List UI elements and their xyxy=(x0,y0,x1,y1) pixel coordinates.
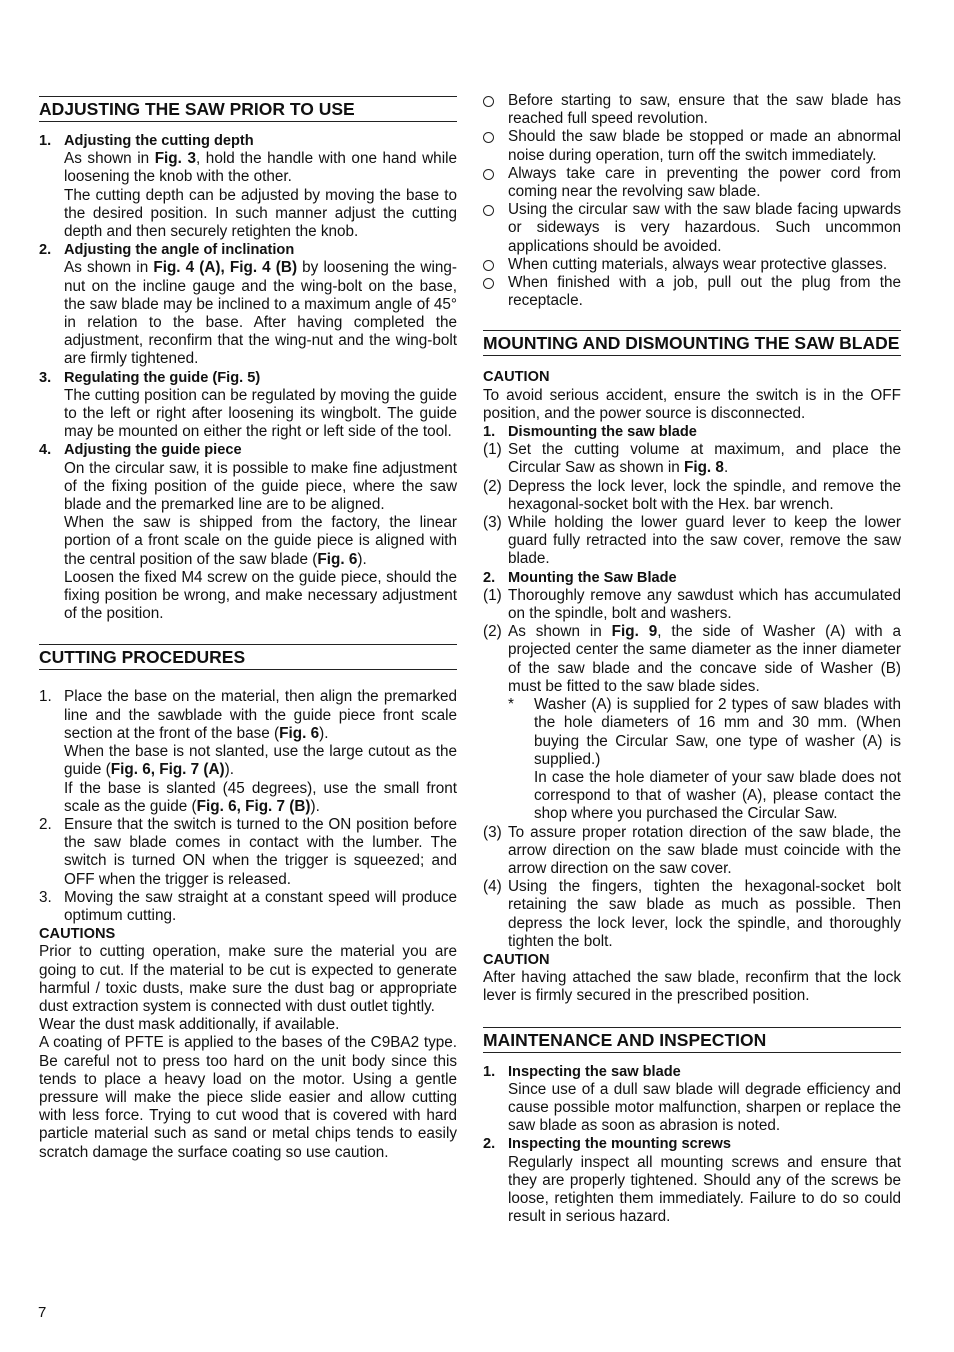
item-heading: Adjusting the angle of inclination xyxy=(64,242,295,259)
adjust-item-1-text: As shown in Fig. 3, hold the handle with one hand while loosening the knob with the other. xyxy=(64,150,457,186)
item-number: 1. xyxy=(39,133,52,149)
figure-ref: Fig. 8 xyxy=(683,459,724,477)
mount-heading xyxy=(483,569,901,587)
caution-paragraph-3: A coating of PFTE is applied to the bases of the C9BA2 type. Be careful not to press too hard on the unit body since this tends to place a heavy load on the motor. Using a gentle pressure will make the piece slide easier and allow cutting with less force. Trying to cut wood that is covered with hard particle material such as sand or metal chips tends to easily scratch damage the surface coating so use caution. xyxy=(39,1034,457,1161)
cutting-step-3 xyxy=(39,889,457,925)
bullet-text: Before starting to saw, ensure that the saw blade has reached full speed revolution. xyxy=(508,92,901,128)
item-heading: Mounting the Saw Blade xyxy=(508,569,677,586)
note-text-2: In case the hole diameter of your saw blade does not correspond to that of washer (A), please contact the shop where you purchased the Circular Saw. xyxy=(534,768,901,823)
mount-step-1: (1) Thoroughly remove any sawdust which has accumulated on the spindle, bolt and washers. xyxy=(483,586,901,623)
cutting-step-2 xyxy=(39,816,457,889)
cutting-step-1-text: Place the base on the material, then align the premarked line and the sawblade with the guide piece front scale section at the front of the base (Fig. 6). xyxy=(64,688,457,742)
item-number: 2. xyxy=(483,569,496,586)
asterisk-marker: * xyxy=(508,696,514,714)
maintenance-item-2-text: Regularly inspect all mounting screws and ensure that they are properly tightened. Should any of the screws be loose, retighten them immediately. Failure to do so could result in serious hazard. xyxy=(508,1153,901,1226)
mount-note xyxy=(483,696,901,823)
adjust-item-4-heading xyxy=(39,441,457,459)
circle-bullet-icon xyxy=(483,132,494,143)
item-number: 1. xyxy=(483,424,496,441)
figure-ref: Fig. 6 xyxy=(279,724,320,742)
step-number: 2. xyxy=(39,815,52,833)
circle-bullet-icon xyxy=(483,169,494,180)
cutting-step-3-text: Moving the saw straight at a constant speed will produce optimum cutting. xyxy=(64,888,457,924)
maintenance-item-2-heading xyxy=(483,1135,901,1153)
caution-paragraph-1: Prior to cutting operation, make sure the material you are going to cut. If the material to be cut is expected to generate harmful / toxic dusts, make sure the dust bag or appropriate dust extraction system is connected with dust outlet tightly. xyxy=(39,943,457,1015)
step-number: 1. xyxy=(39,688,52,706)
item-heading: Regulating the guide (Fig. 5) xyxy=(64,369,261,386)
step-number: 3. xyxy=(39,888,52,906)
right-column xyxy=(483,90,901,1226)
safety-bullet xyxy=(483,256,901,274)
safety-bullet xyxy=(483,274,901,310)
page-number: 7 xyxy=(38,1304,47,1321)
bullet-text: When finished with a job, pull out the plug from the receptacle. xyxy=(508,274,901,310)
adjust-item-4-text-3: Loosen the fixed M4 screw on the guide piece, should the fixing position be wrong, and make necessary adjustment of the position. xyxy=(64,568,457,623)
cutting-step-1 xyxy=(39,688,457,815)
dismount-heading xyxy=(483,423,901,441)
circle-bullet-icon xyxy=(483,96,494,107)
safety-bullet xyxy=(483,128,901,164)
cutting-step-1-text-2: When the base is not slanted, use the large cutout as the guide (Fig. 6, Fig. 7 (A)). xyxy=(64,743,457,779)
section-title-cutting: CUTTING PROCEDURES xyxy=(39,644,457,670)
cutting-step-1-text-3: If the base is slanted (45 degrees), use the small front scale as the guide (Fig. 6, Fig. 7 (B)). xyxy=(64,779,457,815)
item-heading: Dismounting the saw blade xyxy=(508,424,697,441)
safety-bullet xyxy=(483,92,901,128)
caution-heading-2: CAUTION xyxy=(483,951,550,968)
adjust-item-1-text-2: The cutting depth can be adjusted by moving the base to the desired position. In such manner adjust the cutting depth and then securely retighten the knob. xyxy=(64,186,457,241)
item-number: 3. xyxy=(39,369,52,386)
dismount-step-1: (1) Set the cutting volume at maximum, and place the Circular Saw as shown in Fig. 8. xyxy=(483,441,901,477)
left-column xyxy=(39,90,457,1162)
maintenance-item-1-heading xyxy=(483,1063,901,1081)
figure-ref: Fig. 6, Fig. 7 (B) xyxy=(196,797,311,815)
item-number: 4. xyxy=(39,442,52,459)
circle-bullet-icon xyxy=(483,278,494,289)
mount-step-4: (4) Using the fingers, tighten the hexagonal-socket bolt retaining the saw blade as much as possible. Then depress the lock lever, lock the spindle, and thoroughly tighten the bolt. xyxy=(483,878,901,950)
figure-ref: Fig. 3 xyxy=(154,150,196,168)
adjust-item-3-text: The cutting position can be regulated by moving the guide to the left or right after loosening its wingbolt. The guide may be mounted on either the right or left side of the tool. xyxy=(64,386,457,441)
item-number: 2. xyxy=(483,1136,496,1153)
adjust-item-4-text-2: When the saw is shipped from the factory, the linear portion of a front scale on the guide piece is aligned with the central position of the saw blade (Fig. 6). xyxy=(64,514,457,568)
adjust-item-2-heading xyxy=(39,241,457,259)
caution-text-2: After having attached the saw blade, reconfirm that the lock lever is firmly secured in the prescribed position. xyxy=(483,969,901,1005)
bullet-text: Using the circular saw with the saw blade facing upwards or sideways is very hazardous. Such uncommon applications should be avoided. xyxy=(508,201,901,255)
item-heading: Adjusting the guide piece xyxy=(64,442,242,459)
safety-bullet xyxy=(483,165,901,201)
dismount-step-2: (2) Depress the lock lever, lock the spindle, and remove the hexagonal-socket bolt with the Hex. bar wrench. xyxy=(483,477,901,513)
bullet-text: When cutting materials, always wear protective glasses. xyxy=(508,255,888,273)
figure-ref: Fig. 4 (A), Fig. 4 (B) xyxy=(153,259,298,277)
bullet-text: Should the saw blade be stopped or made an abnormal noise during operation, turn off the switch immediately. xyxy=(508,128,901,164)
mount-step-2: (2) As shown in Fig. 9, the side of Washer (A) with a projected center the same diameter as the inner diameter of the saw blade and the concave side of Washer (B) must be fitted to the saw blade sides. xyxy=(483,623,901,695)
bullet-text: Always take care in preventing the power cord from coming near the revolving saw blade. xyxy=(508,164,901,201)
note-text-1: Washer (A) is supplied for 2 types of saw blades with the hole diameters of 16 mm and 30 mm. (When buying the Circular Saw, one type of washer (A) is supplied.) xyxy=(534,696,901,768)
caution-text: To avoid serious accident, ensure the switch is in the OFF position, and the power source is disconnected. xyxy=(483,386,901,422)
item-heading: Adjusting the cutting depth xyxy=(64,133,254,149)
section-title-maintenance: MAINTENANCE AND INSPECTION xyxy=(483,1027,901,1053)
dismount-step-3: (3) While holding the lower guard lever to keep the lower guard fully retracted into the saw cover, remove the saw blade. xyxy=(483,514,901,568)
maintenance-item-1-text: Since use of a dull saw blade will degrade efficiency and cause possible motor malfunction, sharpen or replace the saw blade as soon as abrasion is noted. xyxy=(508,1080,901,1135)
item-heading: Inspecting the mounting screws xyxy=(508,1136,731,1153)
adjust-item-2-text: As shown in Fig. 4 (A), Fig. 4 (B) by loosening the wing-nut on the incline gauge and the wing-bolt on the base, the saw blade may be inclined to a maximum angle of 45° in relation to the base. After having completed the adjustment, reconfirm that the wing-nut and the wing-bolt are firmly tightened. xyxy=(64,259,457,368)
figure-ref: Fig. 9 xyxy=(611,623,658,641)
adjust-item-3-heading xyxy=(39,369,457,387)
cautions-heading: CAUTIONS xyxy=(39,926,116,943)
circle-bullet-icon xyxy=(483,205,494,216)
figure-ref: Fig. 6 xyxy=(317,550,358,568)
figure-ref: Fig. 6, Fig. 7 (A) xyxy=(110,761,225,779)
item-number: 1. xyxy=(483,1063,496,1080)
circle-bullet-icon xyxy=(483,260,494,271)
adjust-item-4-text: On the circular saw, it is possible to make fine adjustment of the fixing position of the guide piece, where the saw blade and the premarked line are to be aligned. xyxy=(64,459,457,514)
mount-step-3: (3) To assure proper rotation direction of the saw blade, the arrow direction on the saw blade must coincide with the arrow direction on the saw cover. xyxy=(483,823,901,877)
safety-bullet xyxy=(483,201,901,256)
caution-heading: CAUTION xyxy=(483,369,550,386)
section-title-adjusting: ADJUSTING THE SAW PRIOR TO USE xyxy=(39,96,457,122)
section-title-mounting: MOUNTING AND DISMOUNTING THE SAW BLADE xyxy=(483,330,901,356)
item-heading: Inspecting the saw blade xyxy=(508,1063,681,1080)
item-number: 2. xyxy=(39,242,52,259)
caution-paragraph-2: Wear the dust mask additionally, if available. xyxy=(39,1016,340,1034)
cutting-step-2-text: Ensure that the switch is turned to the ON position before the saw blade comes in contact with the lumber. The switch is turned ON when the trigger is squeezed; and OFF when the trigger is released. xyxy=(64,815,457,888)
adjust-item-1-heading xyxy=(39,132,457,150)
